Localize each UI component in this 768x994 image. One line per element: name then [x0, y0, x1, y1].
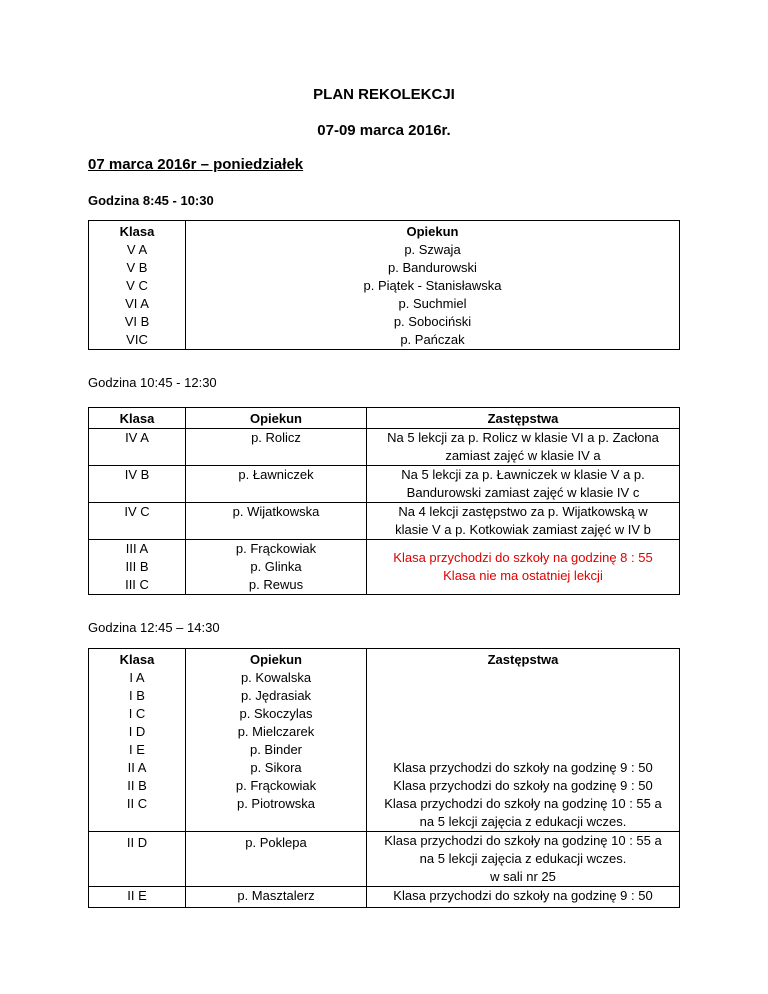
table-row: [89, 503, 680, 540]
cell-klasa: II D: [89, 832, 186, 887]
table-row: [89, 540, 680, 595]
cell-opiekun: p. Mielczarek: [237, 724, 315, 739]
cell-zastepstwa: [367, 832, 680, 887]
zast-line: Klasa przychodzi do szkoły na godzinę 10 : 55 a: [384, 796, 662, 811]
cell-opiekun: p. Suchmiel: [398, 296, 467, 311]
zast-line: Na 5 lekcji za p. Rolicz w klasie VI a p. Zacłona: [387, 430, 659, 445]
column-header-opiekun: Opiekun: [186, 408, 367, 429]
cell-opiekun: p. Pańczak: [400, 332, 465, 347]
cell-klasa: II A: [127, 760, 147, 775]
zast-line: w sali nr 25: [490, 869, 556, 884]
cell-opiekun: [186, 540, 367, 595]
cell-klasa: VI B: [124, 314, 150, 329]
cell-opiekun: p. Szwaja: [404, 242, 461, 257]
day-heading: 07 marca 2016r – poniedziałek: [88, 156, 304, 173]
column-header-zastepstwa: Zastępstwa: [487, 652, 559, 667]
cell-zastepstwa: [367, 466, 680, 503]
cell-klasa: IV C: [89, 503, 186, 540]
cell-opiekun: p. Frąckowiak: [235, 778, 317, 793]
document-title: PLAN REKOLEKCJI: [313, 86, 455, 103]
zast-line: Bandurowski zamiast zajęć w klasie IV c: [406, 485, 640, 500]
cell-klasa: I D: [128, 724, 146, 739]
zast-line: klasie V a p. Kotkowiak zamiast zajęć w IV b: [395, 522, 651, 537]
cell-zastepstwa: [367, 540, 680, 595]
cell-klasa: I C: [128, 706, 146, 721]
klasa-line: III B: [125, 559, 149, 574]
column-header-klasa: Klasa: [89, 408, 186, 429]
klasa-line: III C: [125, 577, 149, 592]
table-schedule-3: [88, 648, 680, 908]
zast-line-red: Klasa nie ma ostatniej lekcji: [443, 568, 603, 583]
cell-opiekun: p. Rolicz: [186, 429, 367, 466]
cell-klasa: II E: [89, 887, 186, 908]
cell-opiekun: p. Wijatkowska: [186, 503, 367, 540]
zast-line: Klasa przychodzi do szkoły na godzinę 9 : 50: [393, 888, 653, 903]
cell-klasa: II C: [126, 796, 148, 811]
table-row: [89, 221, 680, 350]
zast-line: zamiast zajęć w klasie IV a: [445, 448, 601, 463]
opiekun-line: p. Rewus: [248, 577, 304, 592]
hour-heading-2: Godzina 10:45 - 12:30: [88, 375, 217, 390]
table-schedule-1: [88, 220, 680, 350]
zast-line: Na 5 lekcji za p. Ławniczek w klasie V a p.: [401, 467, 645, 482]
table-row: [89, 832, 680, 887]
klasa-column: [89, 649, 186, 832]
cell-klasa: V B: [126, 260, 148, 275]
cell-zastepstwa: [367, 429, 680, 466]
cell-zastepstwa: [367, 887, 680, 908]
cell-klasa: I A: [129, 670, 145, 685]
column-header-opiekun: Opiekun: [249, 652, 302, 667]
cell-klasa: VI A: [125, 296, 149, 311]
table-row: [89, 466, 680, 503]
cell-opiekun: p. Sobociński: [393, 314, 472, 329]
zast-line: na 5 lekcji zajęcia z edukacji wczes.: [419, 851, 627, 866]
zast-line: Na 4 lekcji zastępstwo za p. Wijatkowską w: [398, 504, 648, 519]
zast-line: Klasa przychodzi do szkoły na godzinę 9 : 50: [393, 760, 653, 775]
opiekun-line: p. Frąckowiak: [235, 541, 317, 556]
cell-klasa: [89, 540, 186, 595]
hour-heading-1: Godzina 8:45 - 10:30: [88, 193, 214, 208]
cell-opiekun: p. Piotrowska: [236, 796, 316, 811]
column-header-zastepstwa: Zastępstwa: [367, 408, 680, 429]
cell-opiekun: p. Poklepa: [186, 832, 367, 887]
cell-opiekun: p. Binder: [249, 742, 303, 757]
zast-line-red: Klasa przychodzi do szkoły na godzinę 8 : 55: [393, 550, 653, 565]
column-header-klasa: Klasa: [119, 652, 155, 667]
klasa-line: III A: [125, 541, 149, 556]
zast-line: Klasa przychodzi do szkoły na godzinę 10 : 55 a: [384, 833, 662, 848]
cell-opiekun: p. Jędrasiak: [240, 688, 312, 703]
cell-zastepstwa: [367, 503, 680, 540]
zastepstwa-column: [367, 649, 680, 832]
klasa-column: [89, 221, 186, 350]
cell-opiekun: p. Ławniczek: [186, 466, 367, 503]
document-dates: 07-09 marca 2016r.: [317, 122, 451, 139]
cell-klasa: IV B: [89, 466, 186, 503]
cell-klasa: I E: [129, 742, 145, 757]
cell-opiekun: p. Masztalerz: [186, 887, 367, 908]
cell-klasa: I B: [129, 688, 145, 703]
cell-klasa: V A: [126, 242, 148, 257]
table-row: [89, 649, 680, 832]
column-header-klasa: Klasa: [119, 224, 155, 239]
table-schedule-2: [88, 407, 680, 595]
opiekun-column: [186, 649, 367, 832]
cell-klasa: VIC: [126, 332, 148, 347]
table-row: [89, 408, 680, 429]
zast-line: na 5 lekcji zajęcia z edukacji wczes.: [419, 814, 627, 829]
opiekun-line: p. Glinka: [250, 559, 302, 574]
hour-heading-3: Godzina 12:45 – 14:30: [88, 620, 220, 635]
cell-klasa: II B: [127, 778, 147, 793]
cell-klasa: V C: [126, 278, 148, 293]
table-row: [89, 429, 680, 466]
cell-opiekun: p. Bandurowski: [388, 260, 477, 275]
cell-opiekun: p. Piątek - Stanisławska: [363, 278, 502, 293]
column-header-opiekun: Opiekun: [406, 224, 459, 239]
cell-opiekun: p. Sikora: [250, 760, 302, 775]
table-row: [89, 887, 680, 908]
cell-opiekun: p. Skoczylas: [239, 706, 313, 721]
opiekun-column: [186, 221, 680, 350]
cell-opiekun: p. Kowalska: [240, 670, 312, 685]
cell-klasa: IV A: [89, 429, 186, 466]
zast-line: Klasa przychodzi do szkoły na godzinę 9 : 50: [393, 778, 653, 793]
